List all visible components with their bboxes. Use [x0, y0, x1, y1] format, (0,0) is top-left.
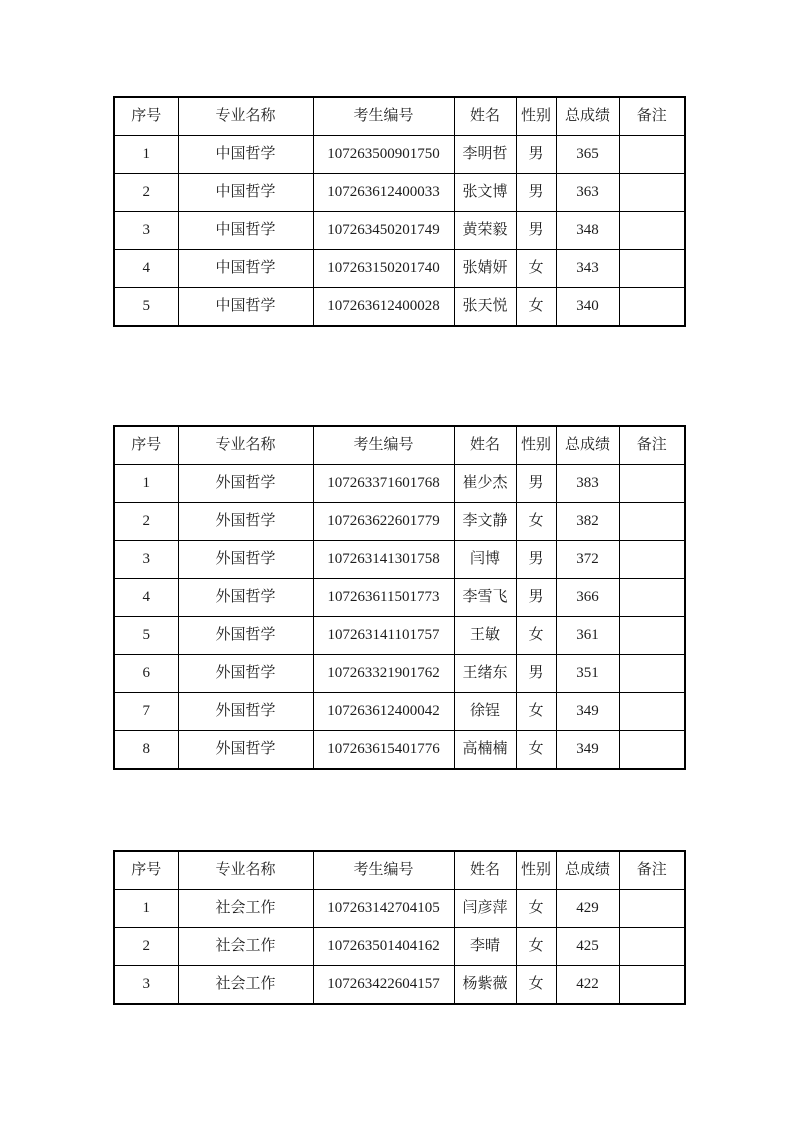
cell-score: 349 [556, 731, 619, 770]
cell-candidate_id: 107263612400028 [313, 288, 454, 327]
table-row [114, 174, 685, 212]
column-header-remark: 备注 [619, 851, 685, 890]
cell-remark [619, 617, 685, 655]
cell-name: 黄荣毅 [454, 212, 516, 250]
cell-no: 5 [114, 288, 178, 327]
column-header-no: 序号 [114, 426, 178, 465]
cell-major: 外国哲学 [178, 541, 313, 579]
cell-name: 王敏 [454, 617, 516, 655]
cell-name: 李雪飞 [454, 579, 516, 617]
cell-major: 外国哲学 [178, 579, 313, 617]
column-header-gender: 性别 [516, 851, 556, 890]
cell-no: 1 [114, 465, 178, 503]
cell-remark [619, 250, 685, 288]
column-header-name: 姓名 [454, 97, 516, 136]
cell-name: 李文静 [454, 503, 516, 541]
column-header-score: 总成绩 [556, 851, 619, 890]
cell-score: 340 [556, 288, 619, 327]
cell-gender: 女 [516, 693, 556, 731]
cell-score: 363 [556, 174, 619, 212]
cell-remark [619, 174, 685, 212]
header-row [114, 426, 685, 465]
table-row [114, 617, 685, 655]
cell-candidate_id: 107263142704105 [313, 890, 454, 928]
cell-candidate_id: 107263321901762 [313, 655, 454, 693]
table-row [114, 890, 685, 928]
cell-candidate_id: 107263141101757 [313, 617, 454, 655]
cell-gender: 女 [516, 966, 556, 1005]
cell-gender: 女 [516, 890, 556, 928]
cell-gender: 男 [516, 174, 556, 212]
table-row [114, 212, 685, 250]
cell-score: 361 [556, 617, 619, 655]
cell-gender: 女 [516, 928, 556, 966]
cell-candidate_id: 107263500901750 [313, 136, 454, 174]
cell-no: 1 [114, 136, 178, 174]
cell-remark [619, 136, 685, 174]
column-header-gender: 性别 [516, 97, 556, 136]
cell-remark [619, 503, 685, 541]
cell-name: 杨紫薇 [454, 966, 516, 1005]
column-header-major: 专业名称 [178, 426, 313, 465]
cell-candidate_id: 107263150201740 [313, 250, 454, 288]
cell-score: 366 [556, 579, 619, 617]
cell-no: 3 [114, 966, 178, 1005]
cell-major: 外国哲学 [178, 465, 313, 503]
column-header-score: 总成绩 [556, 97, 619, 136]
column-header-candidate_id: 考生编号 [313, 97, 454, 136]
table-row [114, 693, 685, 731]
cell-score: 365 [556, 136, 619, 174]
cell-name: 李明哲 [454, 136, 516, 174]
cell-major: 外国哲学 [178, 693, 313, 731]
cell-name: 李晴 [454, 928, 516, 966]
column-header-name: 姓名 [454, 851, 516, 890]
table-row [114, 250, 685, 288]
cell-remark [619, 541, 685, 579]
cell-no: 1 [114, 890, 178, 928]
cell-major: 外国哲学 [178, 617, 313, 655]
cell-gender: 男 [516, 655, 556, 693]
cell-remark [619, 655, 685, 693]
cell-score: 351 [556, 655, 619, 693]
cell-major: 外国哲学 [178, 503, 313, 541]
cell-score: 429 [556, 890, 619, 928]
column-header-no: 序号 [114, 97, 178, 136]
column-header-gender: 性别 [516, 426, 556, 465]
cell-remark [619, 579, 685, 617]
cell-name: 张婧妍 [454, 250, 516, 288]
cell-name: 高楠楠 [454, 731, 516, 770]
cell-gender: 女 [516, 731, 556, 770]
cell-candidate_id: 107263422604157 [313, 966, 454, 1005]
cell-candidate_id: 107263611501773 [313, 579, 454, 617]
cell-no: 2 [114, 928, 178, 966]
cell-name: 闫博 [454, 541, 516, 579]
cell-score: 349 [556, 693, 619, 731]
cell-major: 外国哲学 [178, 655, 313, 693]
cell-major: 中国哲学 [178, 174, 313, 212]
cell-remark [619, 212, 685, 250]
results-table-chinese-philosophy [113, 96, 686, 327]
cell-candidate_id: 107263501404162 [313, 928, 454, 966]
cell-candidate_id: 107263612400042 [313, 693, 454, 731]
cell-no: 5 [114, 617, 178, 655]
table-row [114, 731, 685, 770]
cell-candidate_id: 107263615401776 [313, 731, 454, 770]
cell-no: 2 [114, 174, 178, 212]
cell-gender: 男 [516, 212, 556, 250]
cell-gender: 男 [516, 465, 556, 503]
cell-major: 中国哲学 [178, 136, 313, 174]
cell-score: 348 [556, 212, 619, 250]
cell-name: 崔少杰 [454, 465, 516, 503]
cell-remark [619, 731, 685, 770]
cell-no: 4 [114, 250, 178, 288]
cell-name: 张天悦 [454, 288, 516, 327]
cell-gender: 女 [516, 250, 556, 288]
table-row [114, 465, 685, 503]
cell-no: 4 [114, 579, 178, 617]
table-row [114, 288, 685, 327]
cell-name: 张文博 [454, 174, 516, 212]
cell-remark [619, 465, 685, 503]
cell-remark [619, 966, 685, 1005]
cell-score: 383 [556, 465, 619, 503]
cell-name: 徐锃 [454, 693, 516, 731]
column-header-candidate_id: 考生编号 [313, 426, 454, 465]
cell-no: 7 [114, 693, 178, 731]
cell-major: 社会工作 [178, 890, 313, 928]
cell-score: 343 [556, 250, 619, 288]
table-row [114, 503, 685, 541]
column-header-no: 序号 [114, 851, 178, 890]
cell-candidate_id: 107263371601768 [313, 465, 454, 503]
table-row [114, 966, 685, 1005]
results-table-social-work [113, 850, 686, 1005]
table-row [114, 579, 685, 617]
cell-gender: 男 [516, 579, 556, 617]
cell-remark [619, 928, 685, 966]
cell-no: 8 [114, 731, 178, 770]
cell-major: 中国哲学 [178, 250, 313, 288]
cell-score: 425 [556, 928, 619, 966]
cell-candidate_id: 107263612400033 [313, 174, 454, 212]
cell-major: 中国哲学 [178, 212, 313, 250]
column-header-major: 专业名称 [178, 97, 313, 136]
cell-name: 闫彦萍 [454, 890, 516, 928]
cell-score: 422 [556, 966, 619, 1005]
cell-no: 3 [114, 541, 178, 579]
column-header-candidate_id: 考生编号 [313, 851, 454, 890]
cell-no: 2 [114, 503, 178, 541]
cell-major: 社会工作 [178, 928, 313, 966]
table-row [114, 136, 685, 174]
cell-gender: 女 [516, 288, 556, 327]
cell-no: 3 [114, 212, 178, 250]
table-row [114, 541, 685, 579]
cell-major: 社会工作 [178, 966, 313, 1005]
column-header-remark: 备注 [619, 426, 685, 465]
header-row [114, 97, 685, 136]
cell-gender: 男 [516, 136, 556, 174]
results-table-foreign-philosophy [113, 425, 686, 770]
cell-gender: 女 [516, 503, 556, 541]
cell-score: 372 [556, 541, 619, 579]
column-header-score: 总成绩 [556, 426, 619, 465]
column-header-name: 姓名 [454, 426, 516, 465]
cell-candidate_id: 107263141301758 [313, 541, 454, 579]
cell-gender: 男 [516, 541, 556, 579]
cell-candidate_id: 107263450201749 [313, 212, 454, 250]
cell-candidate_id: 107263622601779 [313, 503, 454, 541]
cell-remark [619, 890, 685, 928]
table-row [114, 655, 685, 693]
cell-name: 王绪东 [454, 655, 516, 693]
cell-score: 382 [556, 503, 619, 541]
column-header-remark: 备注 [619, 97, 685, 136]
cell-gender: 女 [516, 617, 556, 655]
cell-no: 6 [114, 655, 178, 693]
cell-major: 外国哲学 [178, 731, 313, 770]
table-row [114, 928, 685, 966]
cell-remark [619, 693, 685, 731]
cell-remark [619, 288, 685, 327]
column-header-major: 专业名称 [178, 851, 313, 890]
header-row [114, 851, 685, 890]
cell-major: 中国哲学 [178, 288, 313, 327]
